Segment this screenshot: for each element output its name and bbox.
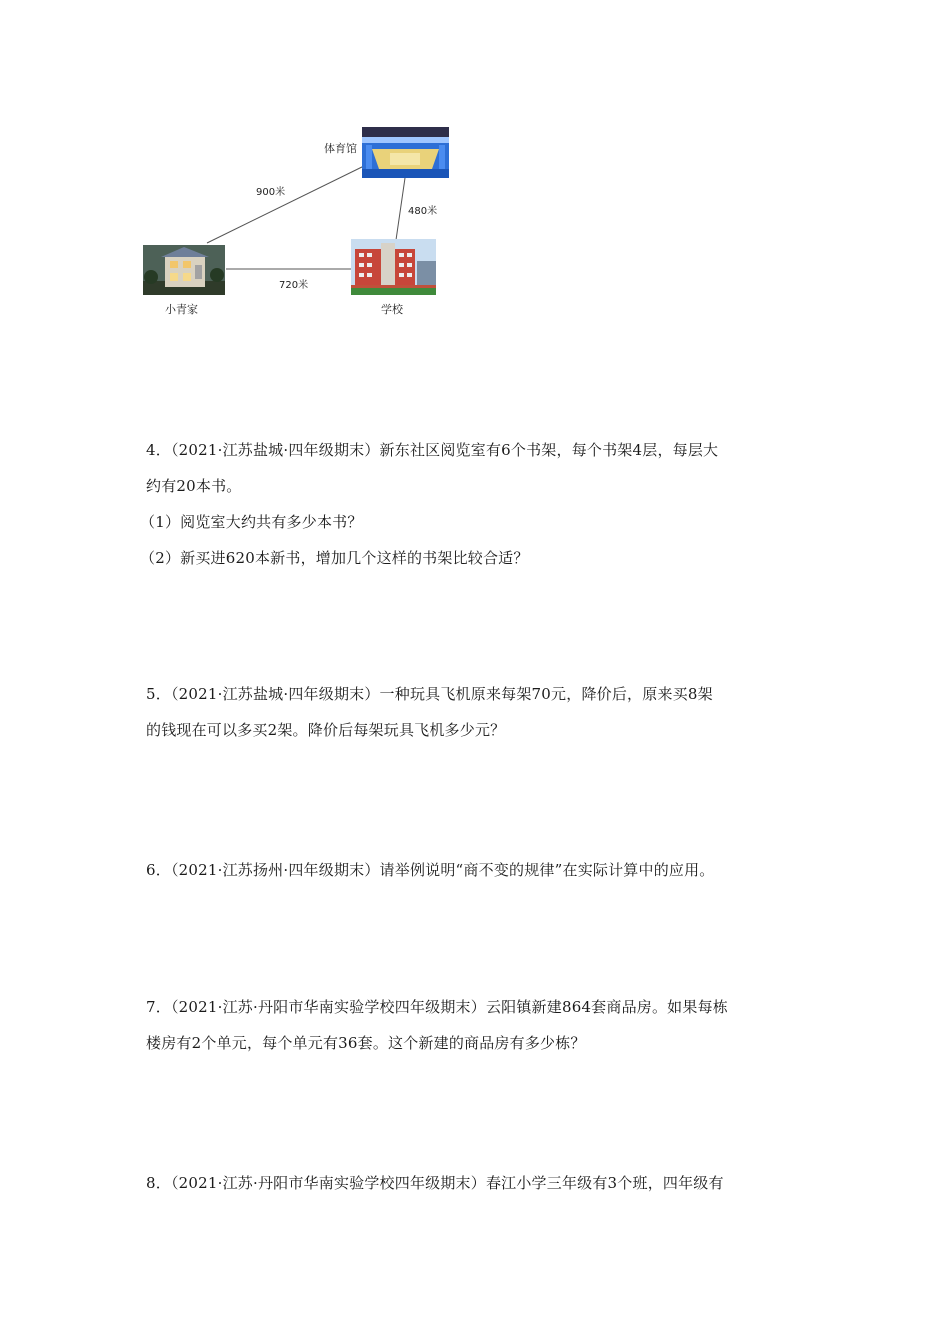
question-6 bbox=[146, 852, 816, 888]
question-line: （2）新买进620本新书，增加几个这样的书架比较合适？ bbox=[140, 549, 529, 567]
question-line: （1）阅览室大约共有多少本书？ bbox=[140, 513, 363, 531]
school-label: 学校 bbox=[381, 303, 403, 316]
home-label: 小青家 bbox=[165, 303, 198, 316]
distance-diagram bbox=[0, 0, 950, 340]
distance-gym-school: 480米 bbox=[408, 206, 438, 217]
question-line: 6．（2021·江苏扬州·四年级期末）请举例说明“商不变的规律”在实际计算中的应用。 bbox=[146, 861, 715, 879]
home-photo bbox=[143, 245, 225, 295]
distance-home-school: 720米 bbox=[279, 280, 309, 291]
question-line: 8．（2021·江苏·丹阳市华南实验学校四年级期末）春江小学三年级有3个班，四年级有 bbox=[146, 1174, 724, 1192]
question-8 bbox=[146, 1165, 816, 1201]
school-photo bbox=[351, 239, 436, 295]
line-gym-school bbox=[396, 178, 405, 240]
gym-label: 体育馆 bbox=[324, 142, 357, 155]
gym-photo bbox=[362, 127, 449, 178]
question-line: 7．（2021·江苏·丹阳市华南实验学校四年级期末）云阳镇新建864套商品房。如果每栋 bbox=[146, 998, 728, 1016]
question-4 bbox=[140, 432, 816, 576]
question-line: 4．（2021·江苏盐城·四年级期末）新东社区阅览室有6个书架，每个书架4层，每层大 bbox=[146, 441, 719, 459]
question-7 bbox=[146, 989, 816, 1061]
distance-home-gym: 900米 bbox=[256, 187, 286, 198]
question-line: 5．（2021·江苏盐城·四年级期末）一种玩具飞机原来每架70元，降价后，原来买8架 bbox=[146, 685, 713, 703]
question-line: 约有20本书。 bbox=[146, 477, 242, 495]
line-home-gym bbox=[207, 165, 366, 243]
question-5 bbox=[146, 676, 816, 748]
question-line: 楼房有2个单元，每个单元有36套。这个新建的商品房有多少栋？ bbox=[146, 1034, 586, 1052]
question-line: 的钱现在可以多买2架。降价后每架玩具飞机多少元？ bbox=[146, 721, 506, 739]
